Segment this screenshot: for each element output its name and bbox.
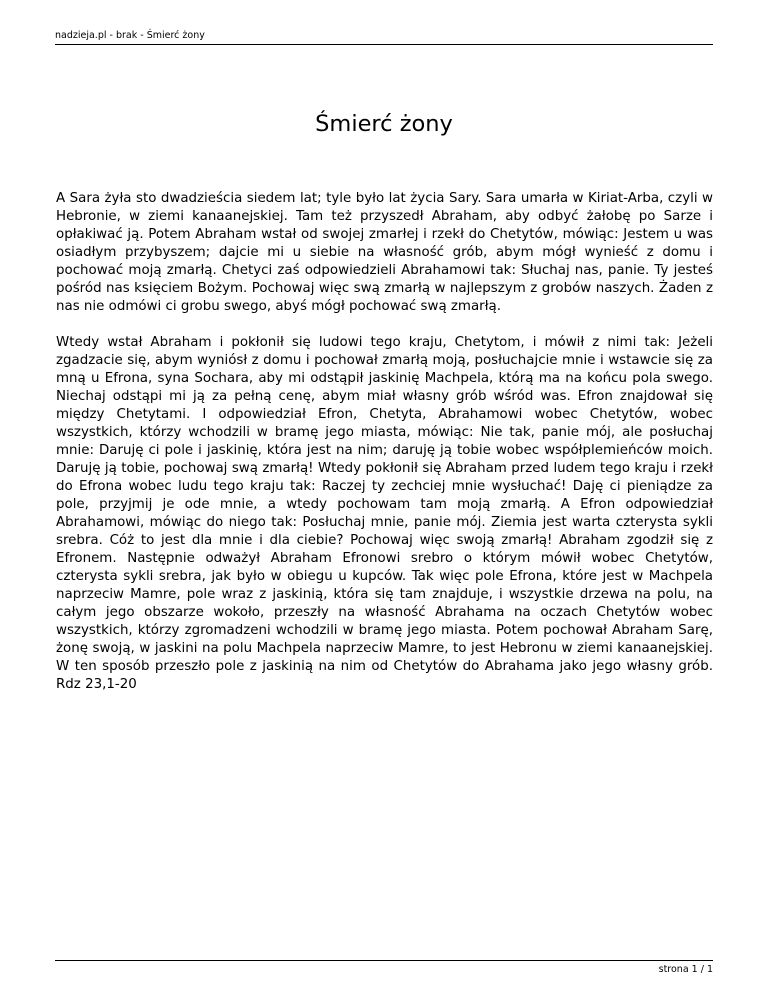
document-body [56, 190, 713, 712]
paragraph: Wtedy wstał Abraham i pokłonił się ludowi tego kraju, Chetytom, i mówił z nimi tak: Jeżeli zgadzacie się, abym wyniósł z domu i pochował zmarłą moją, posłuchajcie mnie i wstawcie się za mną u Efrona, syna Sochara, aby mi odstąpił jaskinię Machpela, którą ma na końcu pola swego. Niechaj odstąpi mi ją za pełną cenę, abym miał własny grób wśród was. Efron znajdował się między Chetytami. I odpowiedział Efron, Chetyta, Abrahamowi wobec Chetytów, wobec wszystkich, którzy wchodzili w bramę jego miasta, mówiąc: Nie tak, panie mój, ale posłuchaj mnie: Daruję ci pole i jaskinię, która jest na nim; daruję ją tobie wobec współplemieńców moich. Daruję ją tobie, pochowaj swą zmarłą! Wtedy pokłonił się Abraham przed ludem tego kraju i rzekł do Efrona wobec ludu tego kraju tak: Raczej ty zechciej mnie wysłuchać! Daję ci pieniądze za pole, przyjmij je ode mnie, a wtedy pochowam tam moją zmarłą. A Efron odpowiedział Abrahamowi, mówiąc do niego tak: Posłuchaj mnie, panie mój. Ziemia jest warta czterysta sykli srebra. Cóż to jest dla mnie i dla ciebie? Pochowaj więc swoją zmarłą! Abraham zgodził się z Efronem. Następnie odważył Abraham Efronowi srebro o którym mówił wobec Chetytów, czterysta sykli srebra, jak było w obiegu u kupców. Tak więc pole Efrona, które jest w Machpela naprzeciw Mamre, pole wraz z jaskinią, która się tam znajduje, i wszystkie drzewa na polu, na całym jego obszarze wokoło, przeszły na własność Abrahama na oczach Chetytów wobec wszystkich, którzy zgromadzeni wchodzili w bramę jego miasta. Potem pochował Abraham Sarę, żonę swoją, w jaskini na polu Machpela naprzeciw Mamre, to jest Hebronu w ziemi kanaanejskiej. W ten sposób przeszło pole z jaskinią na nim od Chetytów do Abrahama jako jego własny grób. Rdz 23,1-20 [56, 335, 713, 692]
paragraph: A Sara żyła sto dwadzieścia siedem lat; tyle było lat życia Sary. Sara umarła w Kiriat-Arba, czyli w Hebronie, w ziemi kanaanejskiej. Tam też przyszedł Abraham, aby odbyć żałobę po Sarze i opłakiwać ją. Potem Abraham wstał od swojej zmarłej i rzekł do Chetytów, mówiąc: Jestem u was osiadłym przybyszem; dajcie mi u siebie na własność grób, abym mógł wynieść z domu i pochować moją zmarłą. Chetyci zaś odpowiedzieli Abrahamowi tak: Słuchaj nas, panie. Ty jesteś pośród nas księciem Bożym. Pochowaj więc swą zmarłą w najlepszym z grobów naszych. Żaden z nas nie odmówi ci grobu swego, abyś mógł pochować swą zmarłą. [56, 191, 713, 314]
page-footer [55, 960, 713, 977]
document-title: Śmierć żony [315, 111, 453, 137]
page-number: strona 1 / 1 [658, 964, 713, 975]
page-header [55, 28, 713, 45]
header-text: nadzieja.pl - brak - Śmierć żony [55, 30, 205, 41]
